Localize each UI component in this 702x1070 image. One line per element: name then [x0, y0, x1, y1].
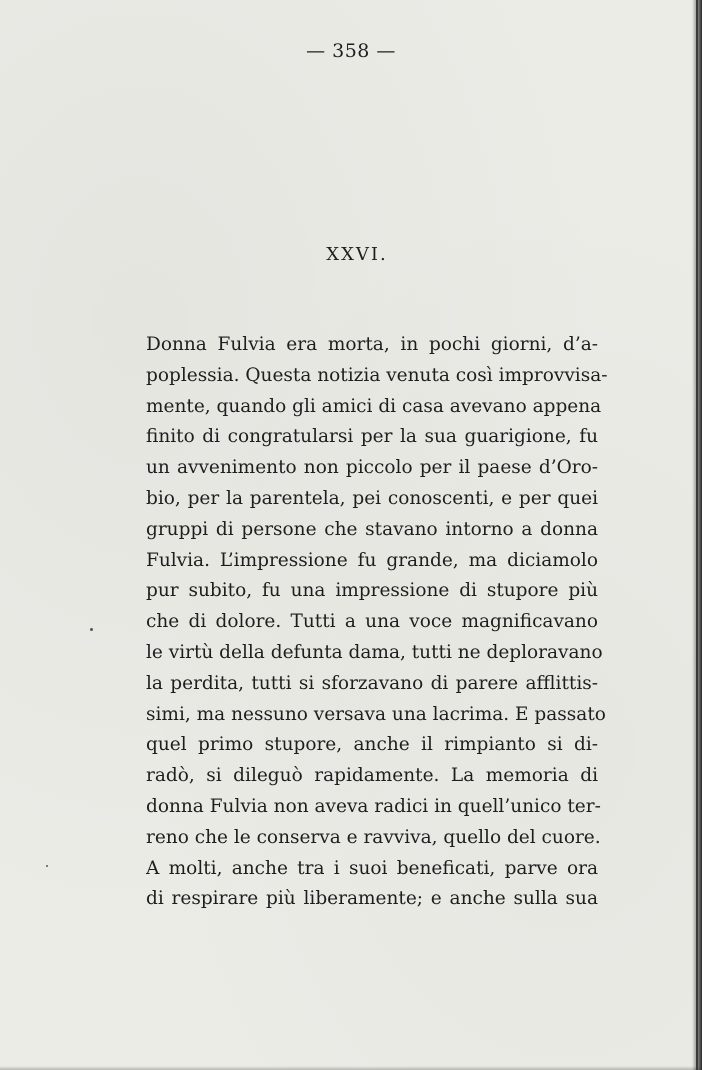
margin-speck — [46, 865, 48, 867]
chapter-heading: XXVI. — [326, 244, 388, 265]
text-line: Donna Fulvia era morta, in pochi giorni, d’a- — [146, 334, 598, 355]
text-line: simi, ma nessuno versava una lacrima. E passato — [146, 703, 606, 725]
text-line: Fulvia. L’impressione fu grande, ma diciamolo — [146, 549, 598, 571]
page-bottom-edge — [0, 1066, 702, 1070]
text-line: A molti, anche tra i suoi beneficati, parve ora — [146, 857, 598, 879]
text-line: bio, per la parentela, pei conoscenti, e per quei — [146, 487, 598, 509]
text-line: che di dolore. Tutti a una voce magnificavano — [146, 611, 598, 633]
text-line: poplessia. Questa notizia venuta così improvvisa- — [146, 364, 608, 386]
text-line: la perdita, tutti si sforzavano di parere afflittis- — [146, 672, 598, 694]
text-line: di respirare più liberamente; e anche sulla sua — [146, 888, 598, 910]
text-line: mente, quando gli amici di casa avevano appena — [146, 395, 602, 417]
text-line: pur subito, fu una impressione di stupore più — [146, 580, 598, 602]
page-number: — 358 — — [306, 40, 396, 62]
page-edge-line — [696, 0, 698, 1070]
text-line: gruppi di persone che stavano intorno a donna — [146, 518, 598, 540]
text-line: le virtù della defunta dama, tutti ne deploravano — [146, 641, 603, 663]
body-paragraph — [146, 330, 608, 915]
text-line: finito di congratularsi per la sua guarigione, fu — [146, 426, 598, 448]
text-line: quel primo stupore, anche il rimpianto si di- — [146, 734, 598, 756]
text-line: un avvenimento non piccolo per il paese d’Oro- — [146, 457, 598, 479]
text-line: reno che le conserva e ravviva, quello del cuore. — [146, 826, 601, 848]
margin-speck — [90, 628, 93, 631]
text-line: donna Fulvia non aveva radici in quell’unico ter- — [146, 795, 601, 817]
text-line: radò, si dileguò rapidamente. La memoria di — [146, 765, 598, 787]
